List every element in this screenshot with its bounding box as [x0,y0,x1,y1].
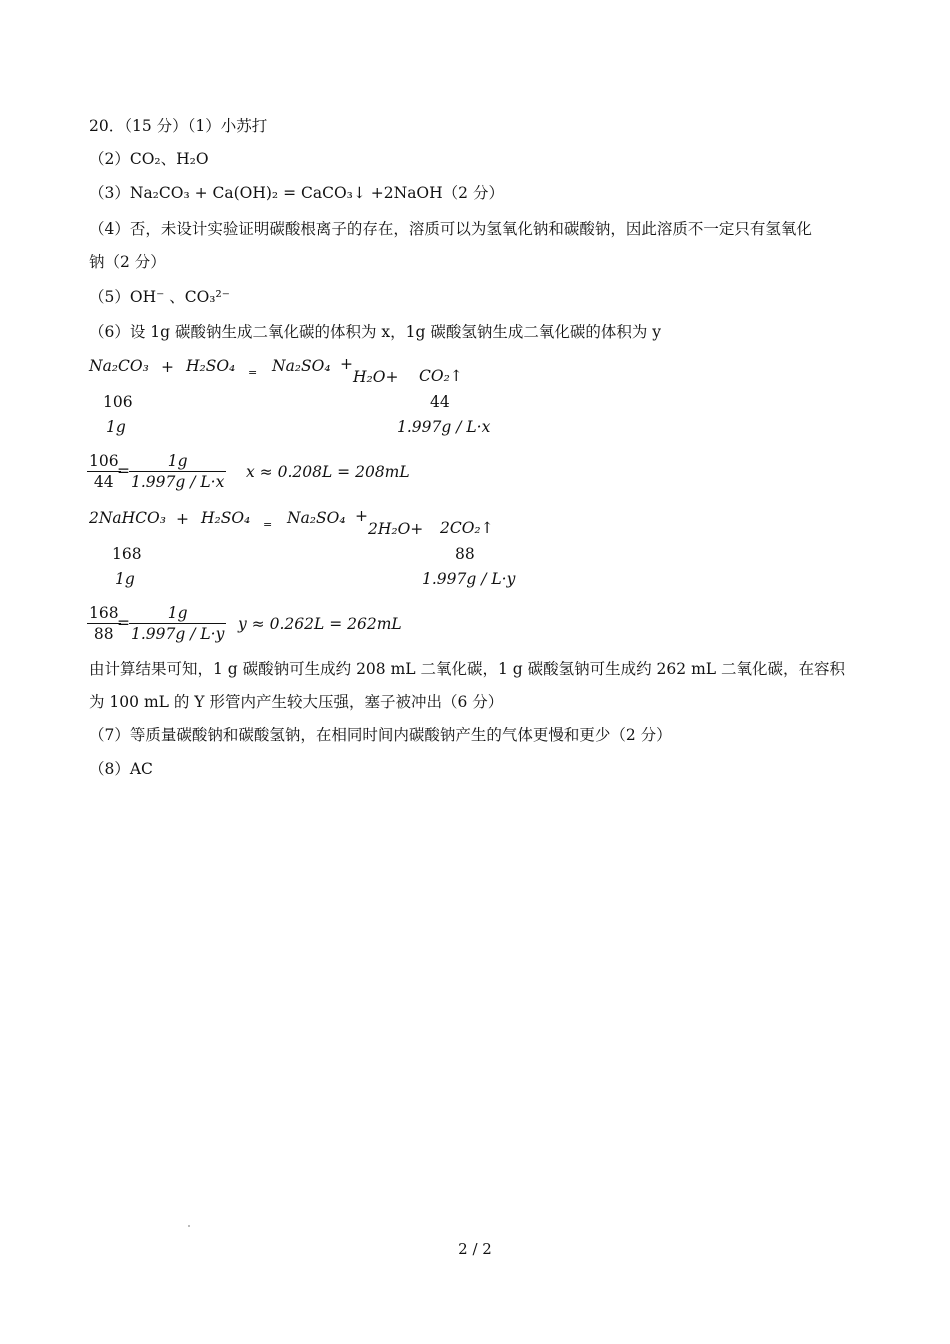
eq2-amount-right: 1.997g / L·y [422,570,516,588]
q7-answer: （7）等质量碳酸钠和碳酸氢钠，在相同时间内碳酸钠产生的气体更慢和更少（2 分） [89,726,672,744]
q4-line2: 钠（2 分） [89,253,166,271]
eq1-product3: CO₂↑ [419,367,463,385]
eq2-ratio-right [129,603,226,644]
eq1-plus1: + [161,358,174,376]
eq2-plus2: + [355,507,368,525]
eq1-ratio-left [87,451,121,492]
eq1-plus2: + [340,355,353,373]
eq1-product1: Na₂SO₄ [272,357,331,375]
q3-equation: Na₂CO₃ + Ca(OH)₂ = CaCO₃↓ +2NaOH [129,184,443,202]
eq1-reactant1: Na₂CO₃ [89,357,149,375]
eq2-mass-right: 88 [455,545,475,563]
eq2-ratio-left-num: 168 [89,604,119,622]
eq2-result: y ≈ 0.262L = 262mL [238,615,402,633]
eq2-product1: Na₂SO₄ [287,509,346,527]
q6-intro: （6）设 1g 碳酸钠生成二氧化碳的体积为 x，1g 碳酸氢钠生成二氧化碳的体积为 y [89,323,662,341]
eq2-equals: = [263,518,273,531]
q5-answer [89,287,230,307]
conclusion-line2: 为 100 mL 的 Y 形管内产生较大压强，塞子被冲出（6 分） [89,693,504,711]
eq2-product2: 2H₂O+ [368,520,424,538]
q2-answer: （2）CO₂、H₂O [89,150,209,168]
eq1-ratio-left-num: 106 [89,452,119,470]
eq1-mass-right: 44 [430,393,450,411]
eq2-reactant2: H₂SO₄ [201,509,251,527]
eq2-product3: 2CO₂↑ [440,519,494,537]
eq1-ratio-right-den: 1.997g / L·x [131,473,225,491]
eq2-ratio-left [87,603,121,644]
q5-prefix: （5） [89,288,130,306]
eq2-reactant1: 2NaHCO₃ [89,509,166,527]
eq1-ratio-right [129,451,226,492]
eq1-amount-right: 1.997g / L·x [397,418,491,436]
q3-score: （2 分） [442,184,504,202]
eq2-ratio-left-den: 88 [93,625,114,643]
page-number: 2 / 2 [458,1240,492,1258]
q4-line1: （4）否，未设计实验证明碳酸根离子的存在，溶质可以为氢氧化钠和碳酸钠，因此溶质不一定只有氢氧化 [89,220,812,238]
eq2-ratio-right-den: 1.997g / L·y [131,625,225,643]
eq1-mass-left: 106 [103,393,133,411]
eq1-equals: = [248,366,258,379]
eq1-ratio-equals: = [117,462,130,480]
eq1-ratio-right-num: 1g [129,451,226,472]
eq2-plus1: + [176,510,189,528]
eq2-amount-left: 1g [115,570,135,588]
q8-answer: （8）AC [89,760,153,778]
eq2-mass-left: 168 [112,545,142,563]
q3-answer [89,183,504,203]
eq2-ratio-equals: = [117,614,130,632]
eq1-amount-left: 1g [106,418,126,436]
eq1-product2: H₂O+ [353,368,399,386]
scan-speck [188,1225,190,1227]
eq1-result: x ≈ 0.208L = 208mL [246,463,410,481]
eq2-ratio-right-num: 1g [129,603,226,624]
conclusion-line1: 由计算结果可知，1 g 碳酸钠可生成约 208 mL 二氧化碳，1 g 碳酸氢钠可生成约 262 mL 二氧化碳，在容积 [89,660,845,678]
eq1-ratio-left-den: 44 [93,473,114,491]
q3-prefix: （3） [89,184,130,202]
q20-header: 20．（15 分）（1）小苏打 [89,117,268,135]
q5-ions: OH⁻ 、CO₃²⁻ [129,288,230,306]
eq1-reactant2: H₂SO₄ [186,357,236,375]
